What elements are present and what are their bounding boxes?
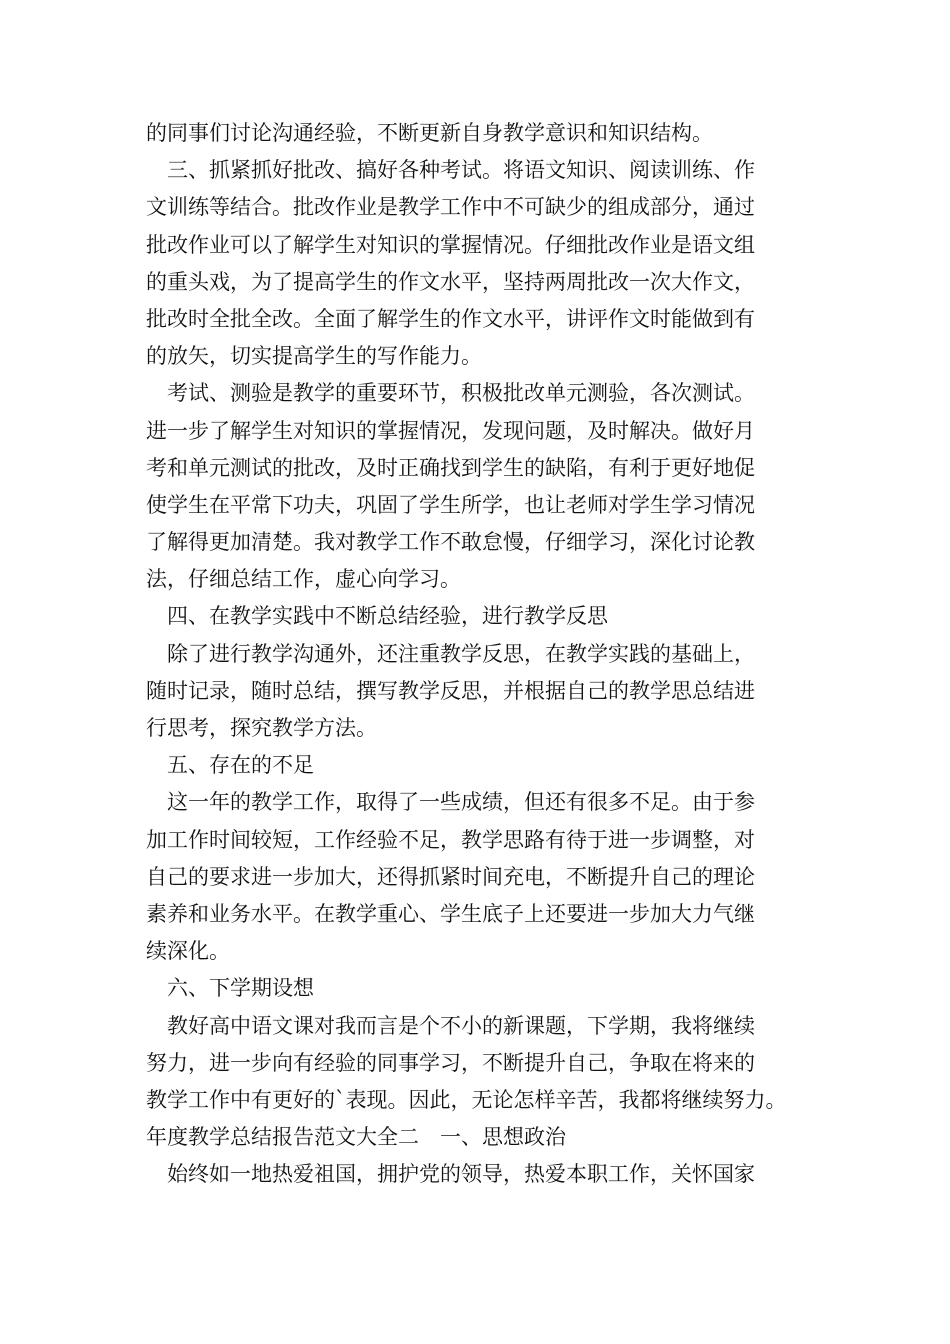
text-line: 教学工作中有更好的`表现。因此，无论怎样辛苦，我都将继续努力。 — [146, 1087, 787, 1112]
text-line: 续深化。 — [146, 939, 230, 964]
section-heading: 四、在教学实践中不断总结经验，进行教学反思 — [167, 604, 608, 629]
text-line: 努力，进一步向有经验的同事学习，不断提升自己，争取在将来的 — [146, 1050, 755, 1075]
text-line: 的放矢，切实提高学生的写作能力。 — [146, 344, 482, 369]
text-line: 素养和业务水平。在教学重心、学生底子上还要进一步加大力气继 — [146, 901, 755, 926]
text-line: 始终如一地热爱祖国，拥护党的领导，热爱本职工作，关怀国家 — [167, 1162, 755, 1187]
text-line: 了解得更加清楚。我对教学工作不敢怠慢，仔细学习，深化讨论教 — [146, 530, 755, 555]
text-line: 进一步了解学生对知识的掌握情况，发现问题，及时解决。做好月 — [146, 418, 755, 443]
section-heading: 年度教学总结报告范文大全二 一、思想政治 — [146, 1125, 566, 1150]
text-line: 考和单元测试的批改，及时正确找到学生的缺陷，有利于更好地促 — [146, 455, 755, 480]
text-line: 批改时全批全改。全面了解学生的作文水平，讲评作文时能做到有 — [146, 306, 755, 331]
text-line: 行思考，探究教学方法。 — [146, 716, 377, 740]
text-line: 随时记录，随时总结，撰写教学反思，并根据自己的教学思总结进 — [146, 678, 755, 703]
text-line: 文训练等结合。批改作业是教学工作中不可缺少的组成部分，通过 — [146, 195, 755, 220]
text-line: 的同事们讨论沟通经验，不断更新自身教学意识和知识结构。 — [146, 121, 713, 145]
text-line: 三、抓紧抓好批改、搞好各种考试。将语文知识、阅读训练、作 — [167, 158, 755, 183]
text-line: 考试、测验是教学的重要环节，积极批改单元测验，各次测试。 — [167, 381, 755, 406]
text-line: 加工作时间较短，工作经验不足，教学思路有待于进一步调整，对 — [146, 827, 755, 852]
text-line: 的重头戏，为了提高学生的作文水平，坚持两周批改一次大作文， — [146, 269, 755, 294]
text-line: 批改作业可以了解学生对知识的掌握情况。仔细批改作业是语文组 — [146, 232, 755, 257]
document-body — [146, 115, 810, 1193]
text-line: 使学生在平常下功夫，巩固了学生所学，也让老师对学生学习情况 — [146, 492, 755, 517]
text-line: 自己的要求进一步加大，还得抓紧时间充电，不断提升自己的理论 — [146, 864, 755, 889]
section-heading: 六、下学期设想 — [167, 976, 314, 1001]
section-heading: 五、存在的不足 — [167, 753, 314, 778]
text-line: 这一年的教学工作，取得了一些成绩，但还有很多不足。由于参 — [167, 790, 755, 815]
text-line: 法，仔细总结工作，虚心向学习。 — [146, 567, 461, 592]
text-line: 除了进行教学沟通外，还注重教学反思，在教学实践的基础上， — [167, 641, 755, 666]
text-line: 教好高中语文课对我而言是个不小的新课题，下学期，我将继续 — [167, 1013, 755, 1038]
